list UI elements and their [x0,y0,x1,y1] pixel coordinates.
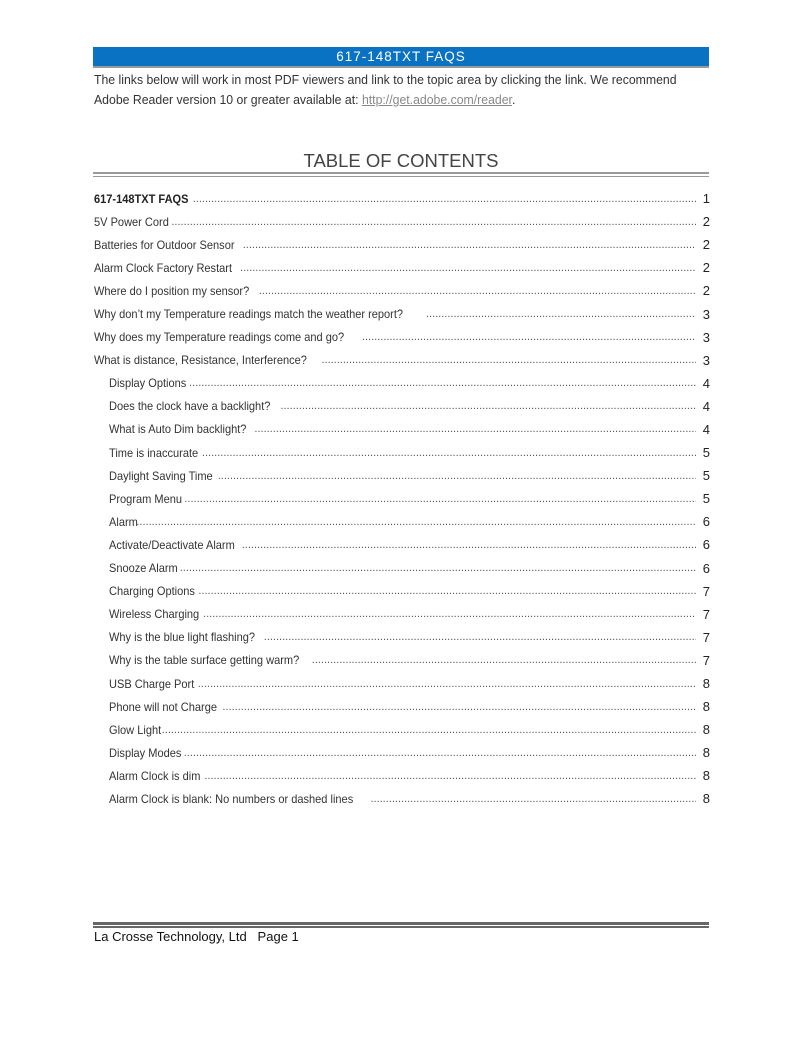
toc-entry-page: 6 [702,537,710,553]
dot-leader [280,400,696,412]
toc-entry[interactable] [94,256,710,279]
toc-entry-page: 4 [702,421,710,437]
dot-leader [370,793,696,805]
toc-entry[interactable] [94,233,710,256]
toc-entry-page: 3 [702,329,710,345]
toc-entry[interactable] [94,372,710,395]
toc-entry-label: USB Charge Port [109,676,195,691]
divider [93,172,709,177]
dot-leader [136,516,696,528]
toc-entry[interactable] [94,418,710,441]
toc-entry-page: 2 [702,237,710,253]
toc-entry-label: Glow Light [109,722,162,737]
toc-title: TABLE OF CONTENTS [303,150,499,171]
toc-entry-label: Phone will not Charge [109,699,218,714]
dot-leader [180,562,696,574]
toc-entry-page: 4 [702,398,710,414]
toc-entry-page: 5 [702,468,710,484]
toc-entry[interactable] [94,741,710,764]
toc-entry-label: Where do I position my sensor? [94,283,250,298]
toc-entry-label: Alarm Clock Factory Restart [94,260,233,275]
toc-entry[interactable] [94,718,710,741]
toc-entry-label: Activate/Deactivate Alarm [109,537,235,552]
toc-entry-page: 7 [702,583,710,599]
dot-leader [198,678,696,690]
toc-entry-page: 6 [702,514,710,530]
toc-entry-label: Snooze Alarm [109,561,178,576]
dot-leader [171,216,696,228]
adobe-reader-link[interactable]: http://get.adobe.com/reader [361,92,512,107]
toc-entry-label: Why don’t my Temperature readings match the weather report? [94,307,404,322]
toc-entry[interactable] [94,210,710,233]
dot-leader [222,701,696,713]
toc-entry-label: Batteries for Outdoor Sensor [94,237,235,252]
toc-entry-label: Alarm [109,514,138,529]
toc-entry-label: Daylight Saving Time [109,468,213,483]
dot-leader [243,239,696,251]
toc-entry[interactable] [94,603,710,626]
toc-entry-page: 7 [702,606,710,622]
toc-entry-page: 3 [702,306,710,322]
toc-entry-page: 4 [702,375,710,391]
toc-entry-label: Why is the blue light flashing? [109,630,256,645]
toc-entry-label: Why does my Temperature readings come and go? [94,330,345,345]
toc-entry[interactable] [94,626,710,649]
toc-entry-page: 8 [702,722,710,738]
toc-entry[interactable] [94,672,710,695]
intro-text-2: Adobe Reader version 10 or greater available at: [94,92,362,107]
dot-leader [254,423,696,435]
toc-entry-label: Alarm Clock is blank: No numbers or dashed lines [109,791,354,806]
toc-entry-label: Program Menu [109,491,183,506]
toc-entry-page: 8 [702,676,710,692]
toc-entry-label: Wireless Charging [109,607,200,622]
toc-entry-label: What is Auto Dim backlight? [109,422,247,437]
toc-entry-label: Time is inaccurate [109,445,199,460]
toc-entry-label: Does the clock have a backlight? [109,399,271,414]
toc-entry[interactable] [94,580,710,603]
intro-text: The links below will work in most PDF viewers and link to the topic area by clicking the link. We recommend [94,72,677,87]
table-of-contents [94,187,710,811]
toc-entry-page: 5 [702,491,710,507]
dot-leader [264,631,696,643]
toc-entry[interactable] [94,441,710,464]
toc-entry[interactable] [94,787,710,810]
toc-entry-label: Charging Options [109,584,195,599]
toc-entry-label: 5V Power Cord [94,214,169,229]
toc-entry-label: What is distance, Resistance, Interference? [94,353,307,368]
intro-end: . [511,92,516,107]
dot-leader [184,747,696,759]
dot-leader [189,377,696,389]
dot-leader [242,539,696,551]
toc-entry[interactable] [94,487,710,510]
toc-entry-page: 8 [702,791,710,807]
dot-leader [162,724,696,736]
toc-entry[interactable] [94,326,710,349]
toc-entry-page: 8 [702,768,710,784]
dot-leader [321,354,696,366]
toc-entry-page: 7 [702,652,710,668]
dot-leader [204,770,696,782]
intro-paragraph [94,70,677,110]
dot-leader [312,654,696,666]
toc-entry-page: 8 [702,745,710,761]
toc-entry[interactable] [94,533,710,556]
toc-entry-label: Display Modes [109,745,182,760]
toc-entry-page: 7 [702,629,710,645]
dot-leader [362,331,696,343]
toc-entry-label: Why is the table surface getting warm? [109,653,300,668]
dot-leader [426,308,696,320]
toc-entry[interactable] [94,764,710,787]
dot-leader [203,608,696,620]
dot-leader [240,262,696,274]
toc-entry-page: 2 [702,214,710,230]
toc-entry-page: 6 [702,560,710,576]
toc-entry[interactable] [94,395,710,418]
dot-leader [184,493,696,505]
dot-leader [193,193,696,205]
dot-leader [218,470,696,482]
toc-entry[interactable] [94,649,710,672]
toc-entry[interactable] [94,302,710,325]
toc-entry-page: 1 [702,191,710,207]
dot-leader [198,585,696,597]
toc-entry[interactable] [94,187,710,210]
toc-entry[interactable] [94,279,710,302]
footer: La Crosse Technology, Ltd Page 1 [94,929,299,944]
toc-entry[interactable] [94,557,710,580]
toc-entry-page: 2 [702,260,710,276]
toc-entry-label: 617-148TXT FAQS [94,191,189,206]
dot-leader [202,447,696,459]
dot-leader [259,285,696,297]
toc-entry-page: 2 [702,283,710,299]
toc-entry-label: Display Options [109,376,187,391]
toc-entry-page: 3 [702,352,710,368]
toc-entry[interactable] [94,510,710,533]
footer-divider [93,922,709,926]
toc-entry-label: Alarm Clock is dim [109,768,201,783]
toc-entry-page: 5 [702,445,710,461]
toc-entry[interactable] [94,695,710,718]
toc-entry[interactable] [94,349,710,372]
toc-entry[interactable] [94,464,710,487]
toc-entry-page: 8 [702,699,710,715]
section-header: 617-148TXT FAQS [93,47,709,68]
